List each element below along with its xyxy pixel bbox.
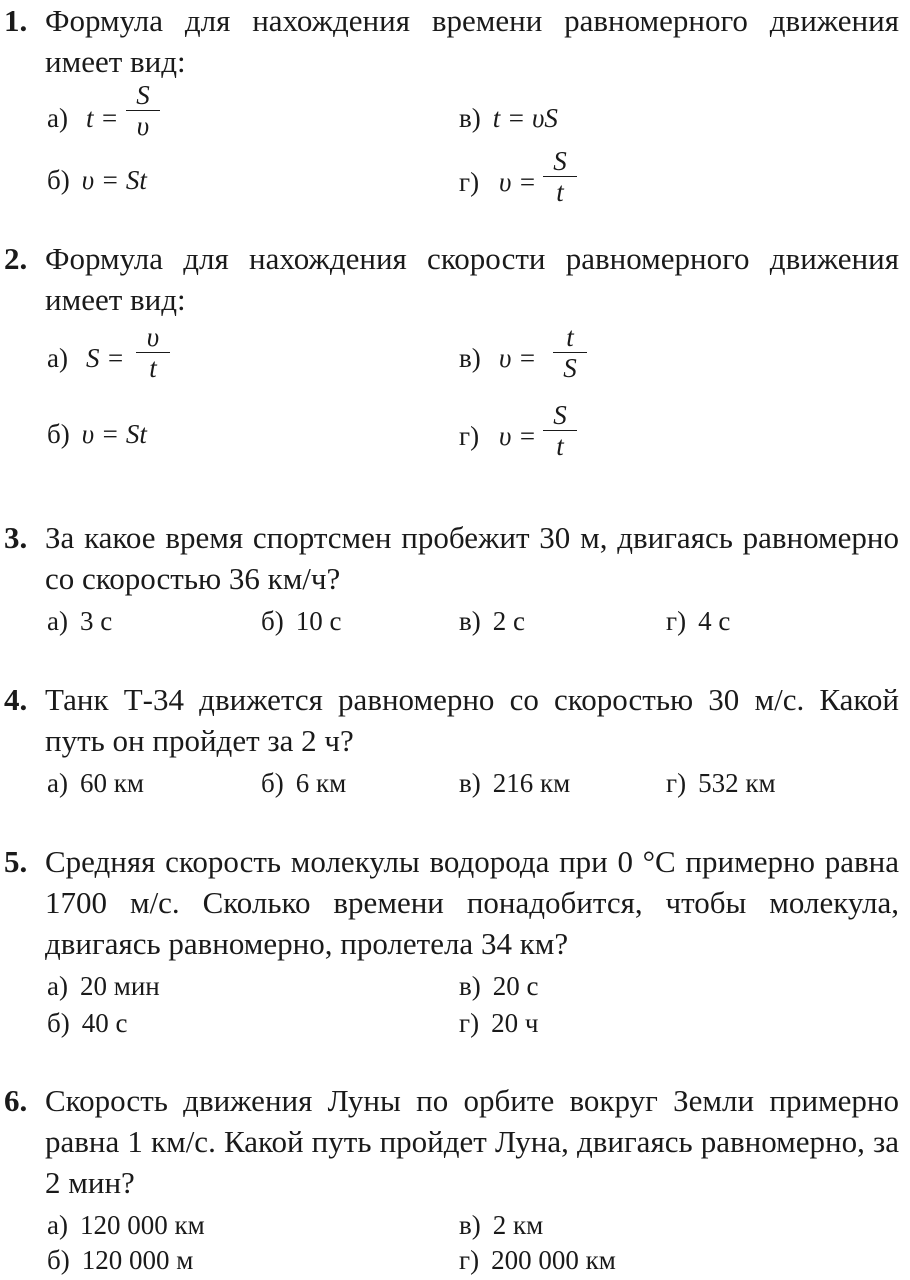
option-v <box>459 100 558 136</box>
option-value: 532 км <box>698 768 776 798</box>
option-label: б) <box>47 1008 70 1038</box>
option-label: в) <box>459 103 481 133</box>
option-label: г) <box>666 768 687 798</box>
option-label: в) <box>459 971 481 1001</box>
option-label: г) <box>459 421 480 451</box>
denominator: S <box>563 353 577 383</box>
option-g <box>459 418 491 454</box>
fraction <box>543 400 577 461</box>
option-label: в) <box>459 606 481 636</box>
option-b <box>47 416 147 452</box>
option-value: 60 км <box>79 768 144 798</box>
option-label: а) <box>47 971 68 1001</box>
option-value: 120 000 км <box>79 1210 205 1240</box>
option-v <box>459 1207 543 1243</box>
option-g <box>459 164 491 200</box>
fraction <box>553 322 587 383</box>
question-number: 3. <box>4 520 28 555</box>
option-label: б) <box>261 606 284 636</box>
formula-lhs: S = <box>86 343 125 373</box>
option-v <box>459 340 493 376</box>
question-text: Танк Т-34 движется равномерно со скоростью 30 м/с. Какой путь он пройдет за 2 ч? <box>45 682 899 758</box>
option-label: в) <box>459 768 481 798</box>
numerator: S <box>553 400 567 430</box>
option-value: 20 ч <box>491 1008 539 1038</box>
option-b <box>47 1242 193 1278</box>
option-label: а) <box>47 768 68 798</box>
question-text: Формула для нахождения скорости равномерного движения имеет вид: <box>45 241 899 317</box>
numerator: υ <box>146 322 160 352</box>
option-b <box>47 1005 127 1041</box>
formula-lhs: t = <box>86 103 119 133</box>
numerator: S <box>136 80 150 110</box>
option-value: 2 с <box>492 606 525 636</box>
option-value: 2 км <box>492 1210 544 1240</box>
option-value: 200 000 км <box>491 1245 616 1275</box>
formula-lhs: υ = <box>499 421 537 451</box>
option-value: 120 000 м <box>81 1245 194 1275</box>
option-value: 4 с <box>698 606 731 636</box>
formula-lhs: υ = <box>499 167 537 197</box>
option-label: а) <box>47 606 68 636</box>
option-value: 40 с <box>81 1008 128 1038</box>
option-a <box>47 765 144 801</box>
option-label: б) <box>47 165 70 195</box>
question-number: 6. <box>4 1083 28 1118</box>
option-value: 6 км <box>295 768 347 798</box>
formula: υ = St <box>81 165 147 195</box>
question-text: Средняя скорость молекулы водорода при 0 °С примерно равна 1700 м/с. Сколько времени понадобится, чтобы молекула, двигаясь равномерно, пролетела 34 км? <box>45 844 899 961</box>
option-g <box>666 765 776 801</box>
option-label: а) <box>47 1210 68 1240</box>
option-v <box>459 765 570 801</box>
option-b <box>47 162 147 198</box>
fraction <box>136 322 170 383</box>
fraction <box>126 80 160 141</box>
question-text: Формула для нахождения времени равномерного движения имеет вид: <box>45 3 899 79</box>
numerator: S <box>553 146 567 176</box>
option-label: в) <box>459 343 481 373</box>
option-value: 20 с <box>492 971 539 1001</box>
option-a <box>47 100 80 136</box>
denominator: t <box>556 177 564 207</box>
question-number: 2. <box>4 241 28 276</box>
formula: t = υS <box>492 103 558 133</box>
option-b <box>261 603 341 639</box>
option-g <box>666 603 730 639</box>
option-label: б) <box>47 1245 70 1275</box>
option-b <box>261 765 346 801</box>
numerator: t <box>566 322 574 352</box>
question-number: 4. <box>4 682 28 717</box>
option-label: в) <box>459 1210 481 1240</box>
option-label: а) <box>47 343 68 373</box>
option-label: г) <box>459 1245 480 1275</box>
option-label: б) <box>47 419 70 449</box>
option-g <box>459 1005 538 1041</box>
option-value: 3 с <box>79 606 113 636</box>
option-label: г) <box>666 606 687 636</box>
option-label: г) <box>459 167 480 197</box>
option-a <box>47 968 160 1004</box>
option-g <box>459 1242 616 1278</box>
option-value: 216 км <box>492 768 571 798</box>
question-text: Скорость движения Луны по орбите вокруг Земли примерно равна 1 км/с. Какой путь пройдет Луна, двигаясь равномерно, за 2 мин? <box>45 1083 899 1200</box>
option-label: а) <box>47 103 68 133</box>
fraction <box>543 146 577 207</box>
denominator: t <box>149 353 157 383</box>
option-v <box>459 968 538 1004</box>
option-label: г) <box>459 1008 480 1038</box>
question-number: 5. <box>4 844 28 879</box>
formula-lhs: υ = <box>499 343 537 373</box>
question-text: За какое время спортсмен пробежит 30 м, двигаясь равномерно со скоростью 36 км/ч? <box>45 520 899 596</box>
denominator: υ <box>136 111 150 141</box>
option-value: 20 мин <box>79 971 160 1001</box>
question-number: 1. <box>4 3 28 38</box>
option-label: б) <box>261 768 284 798</box>
option-a <box>47 1207 205 1243</box>
option-v <box>459 603 525 639</box>
denominator: t <box>556 431 564 461</box>
formula: υ = St <box>81 419 147 449</box>
option-value: 10 с <box>295 606 342 636</box>
option-a <box>47 603 112 639</box>
option-a <box>47 340 80 376</box>
